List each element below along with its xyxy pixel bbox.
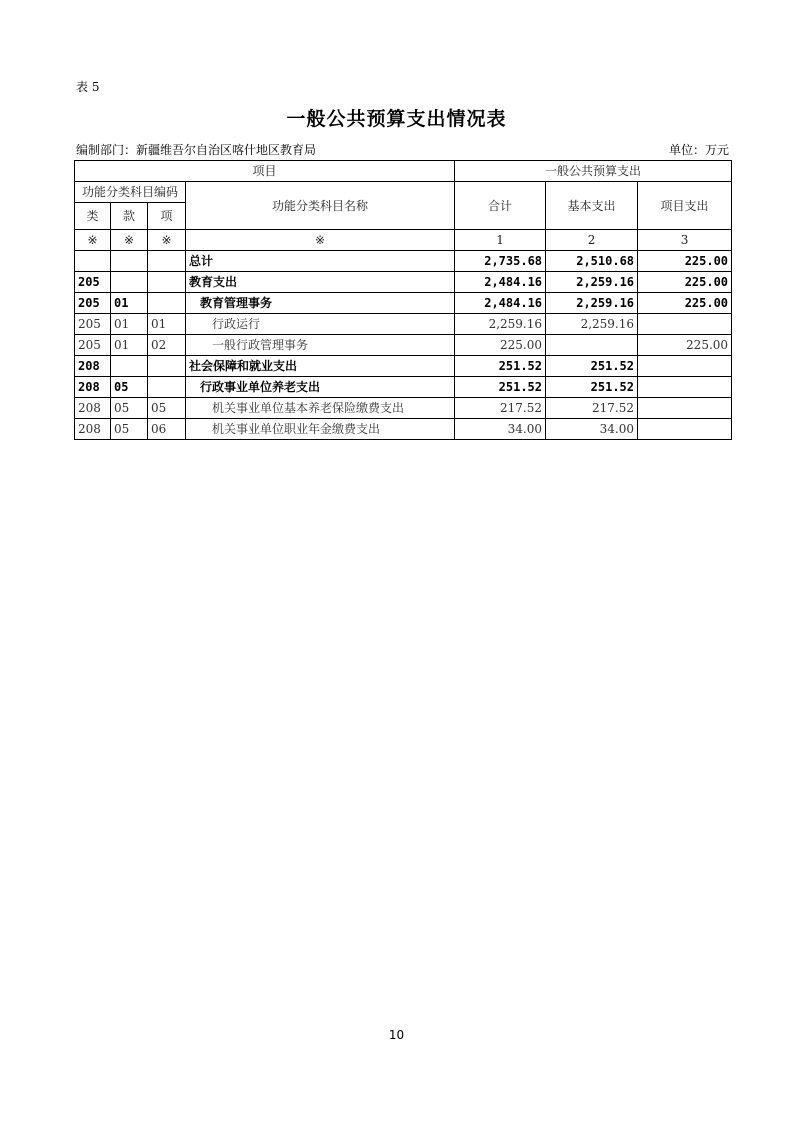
- cell-total: 251.52: [455, 377, 546, 398]
- cell-total: 251.52: [455, 356, 546, 377]
- header-xiang: 项: [148, 203, 186, 230]
- cell-lei: 205: [75, 314, 111, 335]
- cell-kuan: 05: [111, 419, 148, 440]
- header-row-4: [75, 230, 732, 251]
- table-row: [75, 419, 732, 440]
- unit-label: 单位：万元: [668, 143, 729, 157]
- cell-total: 2,735.68: [455, 251, 546, 272]
- table-row: [75, 293, 732, 314]
- cell-name: 教育管理事务: [186, 293, 455, 314]
- cell-lei: 205: [75, 293, 111, 314]
- cell-basic: 2,259.16: [546, 293, 638, 314]
- cell-project: [638, 314, 732, 335]
- cell-basic: [546, 335, 638, 356]
- header-row-2: [75, 182, 732, 203]
- table-number-label: 表 5: [76, 80, 100, 94]
- page-title: 一般公共预算支出情况表: [286, 108, 507, 130]
- cell-basic: 251.52: [546, 356, 638, 377]
- cell-lei: [75, 251, 111, 272]
- cell-lei: 208: [75, 377, 111, 398]
- table-row: [75, 398, 732, 419]
- cell-total: 2,484.16: [455, 272, 546, 293]
- budget-table: [74, 160, 732, 440]
- cell-xiang: 01: [148, 314, 186, 335]
- header-lei: 类: [75, 203, 111, 230]
- cell-lei: 205: [75, 272, 111, 293]
- cell-total: 34.00: [455, 419, 546, 440]
- cell-xiang: [148, 356, 186, 377]
- department-label: 编制部门：新疆维吾尔自治区喀什地区教育局: [76, 143, 317, 157]
- cell-name: 行政运行: [186, 314, 455, 335]
- col-number-2: 2: [546, 230, 638, 251]
- cell-name: 社会保障和就业支出: [186, 356, 455, 377]
- cell-total: 2,259.16: [455, 314, 546, 335]
- cell-kuan: [111, 251, 148, 272]
- header-project: 项目支出: [638, 182, 732, 230]
- cell-name: 一般行政管理事务: [186, 335, 455, 356]
- cell-project: 225.00: [638, 251, 732, 272]
- cell-xiang: 02: [148, 335, 186, 356]
- cell-basic: 217.52: [546, 398, 638, 419]
- cell-kuan: [111, 356, 148, 377]
- mark-cell: ※: [186, 230, 455, 251]
- header-code-group: 功能分类科目编码: [75, 182, 186, 203]
- header-row-1: [75, 161, 732, 182]
- cell-kuan: [111, 272, 148, 293]
- mark-cell: ※: [75, 230, 111, 251]
- cell-basic: 2,259.16: [546, 314, 638, 335]
- cell-basic: 251.52: [546, 377, 638, 398]
- header-basic: 基本支出: [546, 182, 638, 230]
- mark-cell: ※: [111, 230, 148, 251]
- header-item: 项目: [75, 161, 455, 182]
- table-row: [75, 356, 732, 377]
- header-budget-group: 一般公共预算支出: [455, 161, 732, 182]
- cell-name: 总计: [186, 251, 455, 272]
- header-kuan: 款: [111, 203, 148, 230]
- page-number: 10: [388, 1028, 405, 1042]
- mark-cell: ※: [148, 230, 186, 251]
- cell-xiang: [148, 251, 186, 272]
- cell-lei: 208: [75, 356, 111, 377]
- cell-kuan: 05: [111, 398, 148, 419]
- cell-basic: 2,259.16: [546, 272, 638, 293]
- table-row: [75, 377, 732, 398]
- cell-basic: 34.00: [546, 419, 638, 440]
- cell-kuan: 01: [111, 293, 148, 314]
- col-number-1: 1: [455, 230, 546, 251]
- cell-lei: 208: [75, 419, 111, 440]
- cell-kuan: 01: [111, 335, 148, 356]
- table-row: [75, 335, 732, 356]
- cell-name: 机关事业单位基本养老保险缴费支出: [186, 398, 455, 419]
- header-name: 功能分类科目名称: [186, 182, 455, 230]
- cell-basic: 2,510.68: [546, 251, 638, 272]
- cell-xiang: [148, 272, 186, 293]
- cell-project: 225.00: [638, 272, 732, 293]
- cell-project: [638, 419, 732, 440]
- cell-xiang: 05: [148, 398, 186, 419]
- cell-lei: 208: [75, 398, 111, 419]
- table-row: [75, 272, 732, 293]
- cell-project: [638, 356, 732, 377]
- cell-kuan: 01: [111, 314, 148, 335]
- cell-total: 2,484.16: [455, 293, 546, 314]
- table-row: [75, 314, 732, 335]
- cell-lei: 205: [75, 335, 111, 356]
- cell-kuan: 05: [111, 377, 148, 398]
- cell-total: 225.00: [455, 335, 546, 356]
- cell-name: 机关事业单位职业年金缴费支出: [186, 419, 455, 440]
- cell-project: [638, 398, 732, 419]
- cell-project: 225.00: [638, 293, 732, 314]
- cell-project: 225.00: [638, 335, 732, 356]
- table-row: [75, 251, 732, 272]
- cell-name: 行政事业单位养老支出: [186, 377, 455, 398]
- col-number-3: 3: [638, 230, 732, 251]
- cell-xiang: 06: [148, 419, 186, 440]
- cell-total: 217.52: [455, 398, 546, 419]
- cell-name: 教育支出: [186, 272, 455, 293]
- cell-project: [638, 377, 732, 398]
- header-total: 合计: [455, 182, 546, 230]
- cell-xiang: [148, 377, 186, 398]
- cell-xiang: [148, 293, 186, 314]
